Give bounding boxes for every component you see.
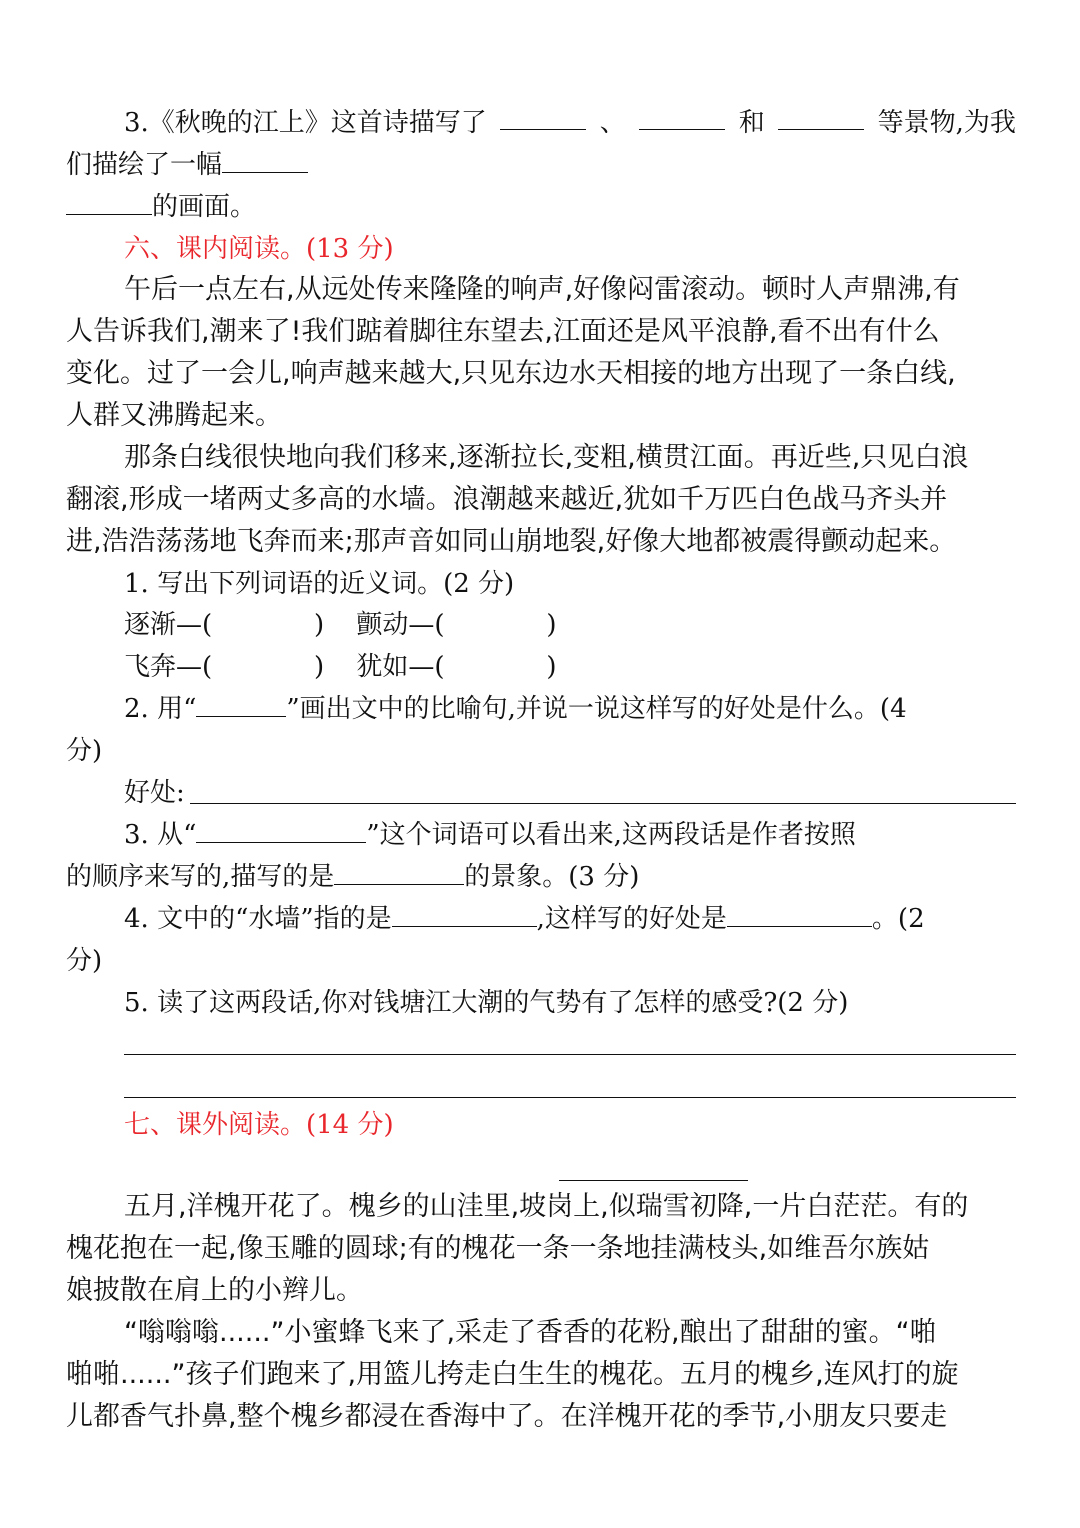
passage-line: 翻滚,形成一堵两丈多高的水墙。浪潮越来越近,犹如千万匹白色战马齐头并: [66, 484, 948, 515]
question-text: 的景象。(3 分): [464, 862, 640, 892]
question-1: 1. 写出下列词语的近义词。(2 分): [124, 569, 515, 599]
poem-question-line1: [124, 103, 1016, 143]
synonym-row-2: [124, 647, 1016, 687]
benefit-label: 好处:: [124, 778, 185, 808]
question-text: 。(2: [871, 904, 925, 934]
poem-question-line3: [66, 187, 1016, 227]
passage-line: 人告诉我们,潮来了!我们踮着脚往东望去,江面还是风平浪静,看不出有什么: [66, 316, 940, 347]
passage-line: 娘披散在肩上的小辫儿。: [66, 1275, 363, 1306]
poem-question-text: 等景物,为我: [877, 108, 1016, 138]
passage-line: 五月,洋槐开花了。槐乡的山洼里,坡岗上,似瑞雪初降,一片白茫茫。有的: [124, 1191, 969, 1222]
answer-blank[interactable]: [500, 103, 586, 130]
question-4: [124, 899, 1016, 939]
paren-close: ): [314, 652, 325, 682]
section-heading: 六、课内阅读。(13 分): [124, 234, 394, 264]
question-4-cont: 分): [66, 946, 103, 976]
paren-close: ): [314, 610, 325, 640]
paren-close: ): [546, 652, 557, 682]
answer-blank[interactable]: [778, 103, 864, 130]
question-2-cont: 分): [66, 736, 103, 766]
section-heading: 七、课外阅读。(14 分): [124, 1110, 394, 1140]
answer-blank[interactable]: [639, 103, 725, 130]
title-blank[interactable]: [559, 1180, 748, 1181]
paren-close: ): [546, 610, 557, 640]
answer-line[interactable]: [124, 1054, 1016, 1055]
passage-line: “嗡嗡嗡......”小蜜蜂飞来了,采走了香香的花粉,酿出了甜甜的蜜。“啪: [124, 1317, 937, 1348]
answer-blank[interactable]: [196, 816, 366, 843]
question-text: 4. 文中的“水墙”指的是: [124, 904, 392, 934]
question-text: ,这样写的好处是: [536, 904, 727, 934]
answer-blank[interactable]: [196, 690, 286, 717]
passage-line: 午后一点左右,从远处传来隆隆的响声,好像闷雷滚动。顿时人声鼎沸,有: [124, 274, 960, 305]
separator: 和: [738, 108, 765, 138]
answer-line[interactable]: [190, 803, 1016, 804]
poem-question-text: 的画面。: [152, 192, 257, 222]
synonym-word: 颤动—(: [356, 610, 445, 640]
passage-line: 槐花抱在一起,像玉雕的圆球;有的槐花一条一条地挂满枝头,如维吾尔族姑: [66, 1233, 930, 1264]
answer-blank[interactable]: [392, 900, 537, 927]
question-5: 5. 读了这两段话,你对钱塘江大潮的气势有了怎样的感受?(2 分): [124, 988, 849, 1018]
answer-blank[interactable]: [727, 900, 872, 927]
passage-line: 那条白线很快地向我们移来,逐渐拉长,变粗,横贯江面。再近些,只见白浪: [124, 442, 969, 473]
answer-blank[interactable]: [222, 146, 308, 173]
passage-line: 儿都香气扑鼻,整个槐乡都浸在香海中了。在洋槐开花的季节,小朋友只要走: [66, 1401, 948, 1432]
poem-question-line2: [66, 145, 1016, 185]
passage-line: 啪啪......”孩子们跑来了,用篮儿挎走白生生的槐花。五月的槐乡,连风打的旋: [66, 1359, 959, 1390]
answer-blank[interactable]: [66, 188, 152, 215]
synonym-row-1: [124, 605, 1016, 645]
question-3-cont: [66, 857, 1016, 897]
poem-question-text: 们描绘了一幅: [66, 150, 223, 180]
separator: 、: [599, 108, 626, 138]
poem-question-text: 3.《秋晚的江上》这首诗描写了: [124, 108, 487, 138]
question-text: ”这个词语可以看出来,这两段话是作者按照: [366, 820, 856, 850]
answer-blank[interactable]: [334, 858, 464, 885]
synonym-word: 逐渐—(: [124, 610, 213, 640]
synonym-word: 犹如—(: [356, 652, 445, 682]
question-3: [124, 815, 1016, 855]
answer-line[interactable]: [124, 1097, 1016, 1098]
passage-line: 进,浩浩荡荡地飞奔而来;那声音如同山崩地裂,好像大地都被震得颤动起来。: [66, 526, 957, 557]
passage-line: 人群又沸腾起来。: [66, 400, 282, 431]
question-text: 3. 从“: [124, 820, 197, 850]
question-2: [124, 689, 1016, 729]
synonym-word: 飞奔—(: [124, 652, 213, 682]
question-text: ”画出文中的比喻句,并说一说这样写的好处是什么。(4: [286, 694, 907, 724]
question-text: 2. 用“: [124, 694, 197, 724]
question-text: 的顺序来写的,描写的是: [66, 862, 335, 892]
passage-line: 变化。过了一会儿,响声越来越大,只见东边水天相接的地方出现了一条白线,: [66, 358, 956, 389]
